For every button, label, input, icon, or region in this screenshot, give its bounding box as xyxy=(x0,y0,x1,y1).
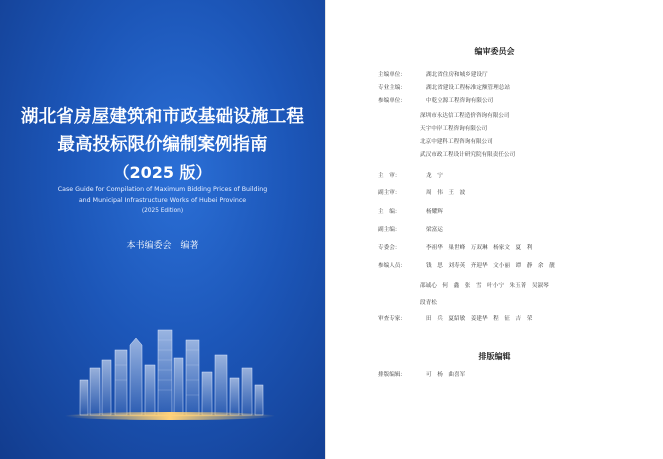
expert-committee-label: 专委会： xyxy=(378,245,401,251)
layout-editor-heading: 排版编辑 xyxy=(478,352,511,361)
credits-page xyxy=(326,0,663,459)
vice-editor-value: 梁富运 xyxy=(426,227,443,233)
chief-reviewer-row xyxy=(378,173,443,180)
host-unit-row xyxy=(378,72,488,79)
members-row xyxy=(378,263,555,270)
cover-english-edition: (2025 Edition) xyxy=(141,208,184,214)
review-experts-label: 审查专家： xyxy=(378,316,406,322)
cover-editor: 本书编委会 编著 xyxy=(126,241,199,251)
review-experts-row xyxy=(378,316,532,323)
vice-chief-reviewer-label: 副主审： xyxy=(378,190,401,196)
expert-committee-row xyxy=(378,245,532,252)
layout-editor-label: 排版编辑： xyxy=(378,372,406,378)
city-skyline-illustration xyxy=(60,310,280,425)
pro-editor-row xyxy=(378,85,510,92)
host-unit-value: 湖北省住房和城乡建设厅 xyxy=(426,72,488,78)
participant-unit: 北京中建科工程咨询有限公司 xyxy=(420,139,493,145)
vice-editor-label: 副主编： xyxy=(378,227,401,233)
layout-editor-row xyxy=(378,372,465,379)
cover-title-line1: 湖北省房屋建筑和市政基础设施工程 xyxy=(20,107,305,127)
chief-reviewer-label: 主 审： xyxy=(378,173,401,179)
committee-heading: 编审委员会 xyxy=(474,47,515,56)
cover-english-title-line2: and Municipal Infrastructure Works of Hubei Province xyxy=(78,197,247,204)
participant-unit: 深圳市永达信工程造价咨询有限公司 xyxy=(420,113,510,119)
members-label: 参编人员： xyxy=(378,263,406,269)
chief-editor-row xyxy=(378,209,443,216)
participant-units-label: 参编单位： xyxy=(378,98,406,104)
review-experts-value: 田 兵 夏紹敏 姜建华 程 征 吉 荣 xyxy=(426,316,533,322)
expert-committee-value: 李祖华 巢世峰 万双琳 杨家文 夏 利 xyxy=(426,245,533,251)
chief-reviewer-value: 龙 宁 xyxy=(426,173,443,179)
vice-chief-reviewer-value: 周 伟 王 波 xyxy=(426,190,466,196)
pro-editor-label: 专业主编： xyxy=(378,85,406,91)
cover-title-edition: （2025 版） xyxy=(113,163,212,182)
cover-title-line2: 最高投标限价编制案例指南 xyxy=(57,135,268,155)
members-line: 段青松 xyxy=(420,300,437,306)
cover-english-title-line1: Case Guide for Compilation of Maximum Bidding Prices of Building xyxy=(57,186,268,193)
vice-editor-row xyxy=(378,227,443,234)
participant-units-row xyxy=(378,98,493,105)
participant-unit: 天宇中岸工程咨询有限公司 xyxy=(420,126,488,132)
chief-editor-value: 杨耀辉 xyxy=(426,209,443,215)
chief-editor-label: 主 编： xyxy=(378,209,401,215)
vice-chief-reviewer-row xyxy=(378,190,465,197)
members-line: 邵诚心 何 鑫 张 雪 叶小宁 朱玉菁 吴淑琴 xyxy=(420,283,549,289)
members-line: 钱 思 刘寿英 齐迎华 文小丽 谭 静 余 靓 xyxy=(426,263,555,269)
participant-unit: 武汉市政工程设计研究院有限责任公司 xyxy=(420,152,516,158)
pro-editor-value: 湖北省建设工程标准定额管理总站 xyxy=(426,85,510,91)
participant-unit: 中乾立源工程咨询有限公司 xyxy=(426,98,494,104)
layout-editor-value: 可 杨 曲喜军 xyxy=(426,372,466,378)
host-unit-label: 主编单位： xyxy=(378,72,406,78)
book-cover xyxy=(0,0,325,459)
